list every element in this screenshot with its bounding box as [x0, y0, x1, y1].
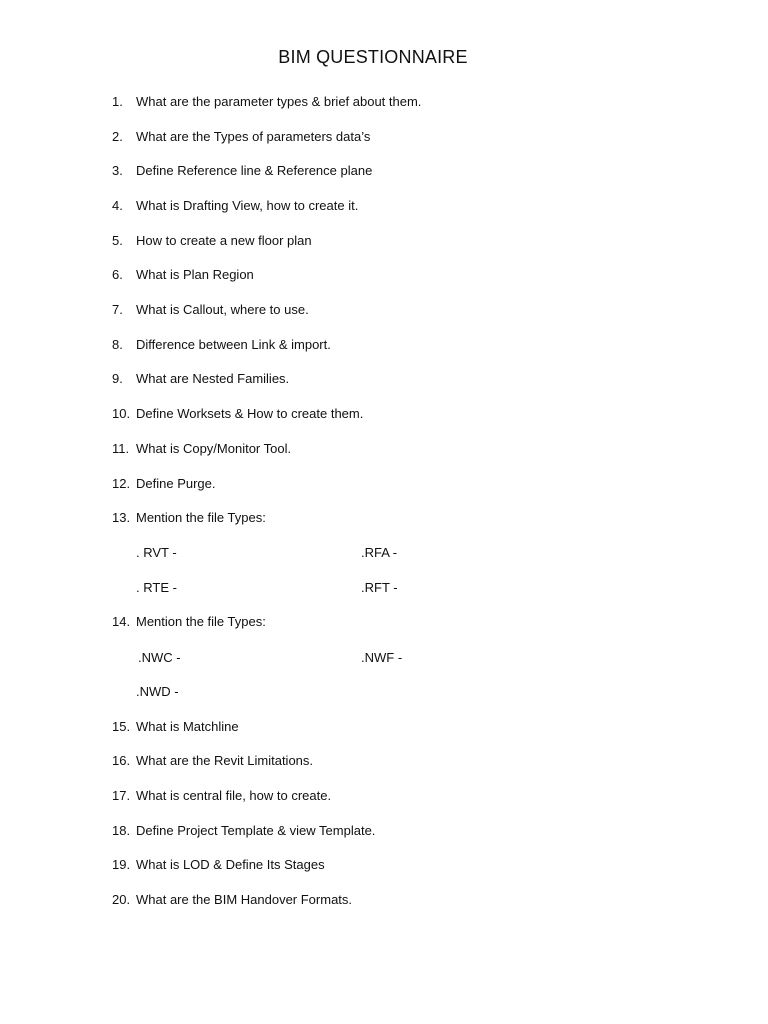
question-number: 20.: [112, 892, 131, 907]
question-text: What is Copy/Monitor Tool.: [136, 441, 292, 456]
question-number: 16.: [112, 753, 131, 768]
file-type-rte: . RTE -: [136, 580, 177, 595]
question-text: Mention the file Types:: [136, 510, 266, 525]
question-text: What are the BIM Handover Formats.: [136, 892, 353, 907]
question-number: 4.: [112, 198, 123, 213]
question-text: What is Plan Region: [136, 267, 254, 282]
question-item: [112, 823, 375, 839]
question-text: What is Drafting View, how to create it.: [136, 198, 359, 213]
question-item: [112, 510, 266, 526]
file-type-rvt: . RVT -: [136, 545, 177, 560]
question-item: [112, 753, 313, 769]
question-number: 17.: [112, 788, 131, 803]
question-number: 10.: [112, 406, 131, 421]
question-item: [112, 892, 352, 908]
question-item: [112, 129, 370, 145]
question-item: [112, 476, 216, 492]
question-text: Mention the file Types:: [136, 614, 266, 629]
question-item: [112, 163, 372, 179]
question-item: [112, 198, 358, 214]
question-text: What is LOD & Define Its Stages: [136, 857, 325, 872]
page-title: BIM QUESTIONNAIRE: [278, 47, 468, 67]
question-item: [112, 614, 266, 630]
question-number: 7.: [112, 302, 123, 317]
question-text: What is Callout, where to use.: [136, 302, 309, 317]
question-item: [112, 267, 254, 283]
question-number: 8.: [112, 337, 123, 352]
question-text: What is Matchline: [136, 719, 239, 734]
question-text: Define Reference line & Reference plane: [136, 163, 373, 178]
question-number: 13.: [112, 510, 131, 525]
question-item: [112, 337, 331, 353]
question-item: [112, 719, 239, 735]
question-item: [112, 302, 309, 318]
file-type-nwd: .NWD -: [136, 684, 179, 699]
file-type-rft: .RFT -: [361, 580, 398, 595]
question-item: [112, 406, 363, 422]
question-number: 11.: [112, 441, 130, 456]
question-number: 12.: [112, 476, 131, 491]
question-number: 18.: [112, 823, 131, 838]
question-text: What are Nested Families.: [136, 371, 290, 386]
question-text: Difference between Link & import.: [136, 337, 331, 352]
question-number: 5.: [112, 233, 123, 248]
question-number: 9.: [112, 371, 123, 386]
question-item: [112, 233, 312, 249]
question-text: What are the parameter types & brief about them.: [136, 94, 422, 109]
file-type-nwc: .NWC -: [138, 650, 181, 665]
question-number: 6.: [112, 267, 123, 282]
question-text: Define Purge.: [136, 476, 216, 491]
question-text: What are the Revit Limitations.: [136, 753, 314, 768]
file-type-nwf: .NWF -: [361, 650, 403, 665]
question-item: [112, 857, 325, 873]
question-number: 1.: [112, 94, 123, 109]
question-item: [112, 371, 289, 387]
question-number: 14.: [112, 614, 131, 629]
question-number: 15.: [112, 719, 131, 734]
question-item: [112, 441, 291, 457]
question-text: How to create a new floor plan: [136, 233, 312, 248]
question-number: 3.: [112, 163, 123, 178]
question-text: Define Project Template & view Template.: [136, 823, 376, 838]
question-number: 2.: [112, 129, 123, 144]
question-text: What are the Types of parameters data’s: [136, 129, 371, 144]
question-text: What is central file, how to create.: [136, 788, 332, 803]
question-number: 19.: [112, 857, 131, 872]
question-item: [112, 788, 331, 804]
file-type-rfa: .RFA -: [361, 545, 398, 560]
question-item: [112, 94, 421, 110]
question-text: Define Worksets & How to create them.: [136, 406, 364, 421]
